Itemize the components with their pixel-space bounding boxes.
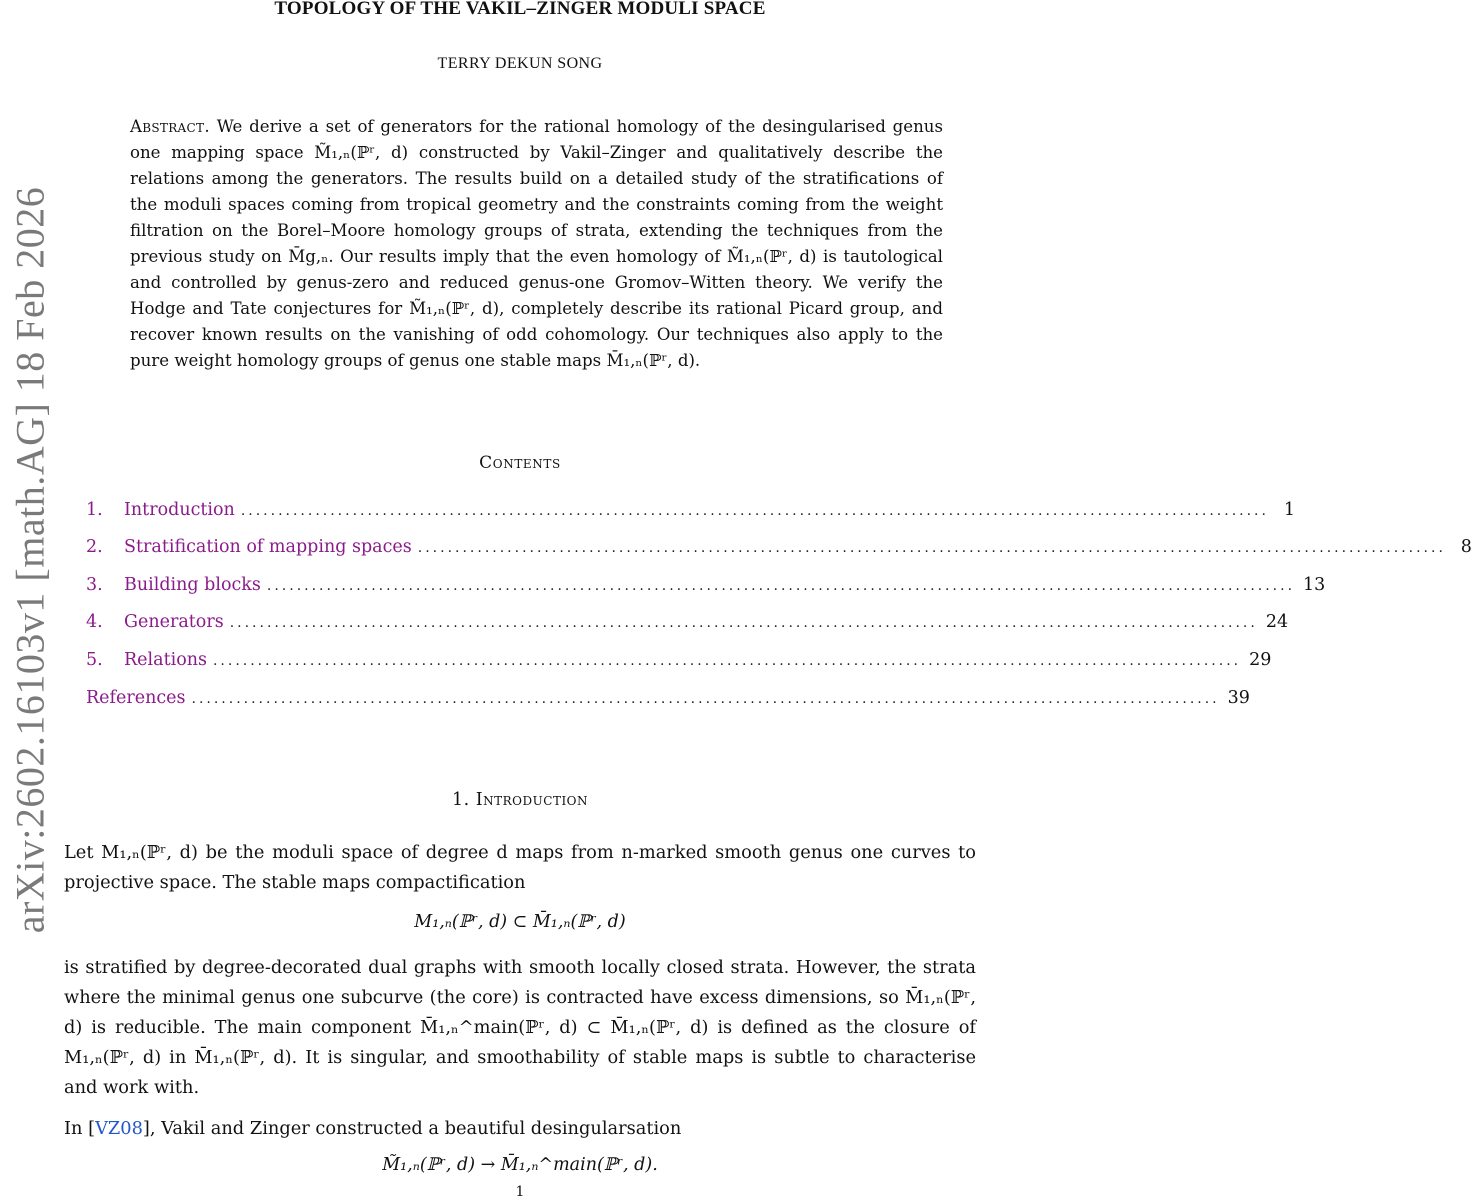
toc-leader-dots: .......................................................................................................................................... [240,503,1269,519]
intro-paragraph-3-end: ], Vakil and Zinger constructed a beautiful desingularsation [142,1118,682,1139]
display-equation-inclusion: M₁,ₙ(ℙʳ, d) ⊂ M̄₁,ₙ(ℙʳ, d) [414,912,626,932]
display-equation-desingularisation: M̃₁,ₙ(ℙʳ, d) → M̄₁,ₙ^main(ℙʳ, d). [382,1155,658,1175]
citation-link[interactable]: VZ08 [95,1118,143,1139]
toc-leader-dots: .......................................................................................................................................... [229,615,1258,631]
toc-link[interactable] [86,688,186,708]
toc-entry-generators[interactable] [86,612,1289,640]
abstract-text: We derive a set of generators for the rational homology of the desingularised genus one mapping space M̃₁,ₙ(ℙʳ, d) constructed by Vakil–Zinger and qualitatively describe the relations among the generators. The results build on a detailed study of the stratifications of the moduli spaces coming from tropical geometry and the constraints coming from the weight filtration on the Borel–Moore homology groups of strata, extending the techniques from the previous study on M̄g,ₙ. Our results imply that the even homology of M̃₁,ₙ(ℙʳ, d) is tautological and controlled by genus-zero and reduced genus-one Gromov–Witten theory. We verify the Hodge and Tate conjectures for M̃₁,ₙ(ℙʳ, d), completely describe its rational Picard group, and recover known results on the vanishing of odd cohomology. Our techniques also apply to the pure weight homology groups of genus one stable maps M̄₁,ₙ(ℙʳ, d). [130,117,944,370]
section-heading [0,790,1040,810]
toc-number: 4. [86,612,103,632]
toc-page-number: 1 [1283,500,1295,520]
toc-number: 5. [86,650,103,670]
toc-number: 3. [86,575,103,595]
toc-link[interactable] [86,612,224,632]
arxiv-stamp-text: arXiv:2602.16103v1 [math.AG] 18 Feb 2026 [7,186,53,934]
toc-link[interactable] [86,575,261,595]
toc-entry-references[interactable] [86,688,1250,716]
toc-leader-dots: .......................................................................................................................................... [191,691,1220,707]
abstract-block [130,114,943,374]
intro-paragraph-1: Let M₁,ₙ(ℙʳ, d) be the moduli space of degree d maps from n-marked smooth genus one curves to projective space. The stable maps compactification [64,842,976,893]
toc-leader-dots: .......................................................................................................................................... [266,578,1296,594]
toc-label: Relations [124,650,207,670]
author-name: TERRY DEKUN SONG [437,55,603,72]
toc-number: 1. [86,500,103,520]
paper-title: TOPOLOGY OF THE VAKIL–ZINGER MODULI SPACE [274,0,766,19]
section-number: 1. [451,790,470,810]
toc-link[interactable] [86,537,412,557]
toc-page-number: 13 [1303,575,1326,595]
toc-leader-dots: .......................................................................................................................................... [417,540,1446,556]
intro-paragraph-2: is stratified by degree-decorated dual graphs with smooth locally closed strata. However, the strata where the minimal genus one subcurve (the core) is contracted have excess dimensions, so M̄₁,ₙ(ℙʳ, d) is reducible. The main component M̄₁,ₙ^main(ℙʳ, d) ⊂ M̄₁,ₙ(ℙʳ, d) is defined as the closure of M₁,ₙ(ℙʳ, d) in M̄₁,ₙ(ℙʳ, d). It is singular, and smoothability of stable maps is subtle to characterise and work with. [64,957,976,1098]
toc-page-number: 24 [1265,612,1289,632]
toc-leader-dots: .......................................................................................................................................... [212,653,1242,669]
section-title: Introduction [475,790,589,810]
toc-entry-relations[interactable] [86,650,1272,678]
toc-page-number: 8 [1460,537,1472,557]
toc-link[interactable] [86,500,235,520]
contents-heading: Contents [479,453,561,473]
toc-link[interactable] [86,650,207,670]
page-number: 1 [515,1184,525,1200]
toc-label: Introduction [124,500,235,520]
toc-label: Building blocks [124,575,261,595]
toc-entry-stratification[interactable] [86,537,1472,565]
toc-label: References [86,688,186,708]
toc-label: Generators [124,612,224,632]
toc-entry-introduction[interactable] [86,500,1295,528]
intro-paragraph-3-start: In [ [64,1118,96,1139]
abstract-heading: Abstract. [130,117,210,136]
toc-page-number: 39 [1227,688,1250,708]
toc-entry-building-blocks[interactable] [86,575,1326,603]
toc-number: 2. [86,537,103,557]
toc-label: Stratification of mapping spaces [124,537,412,557]
toc-page-number: 29 [1249,650,1272,670]
intro-paragraph-3 [64,1114,976,1144]
